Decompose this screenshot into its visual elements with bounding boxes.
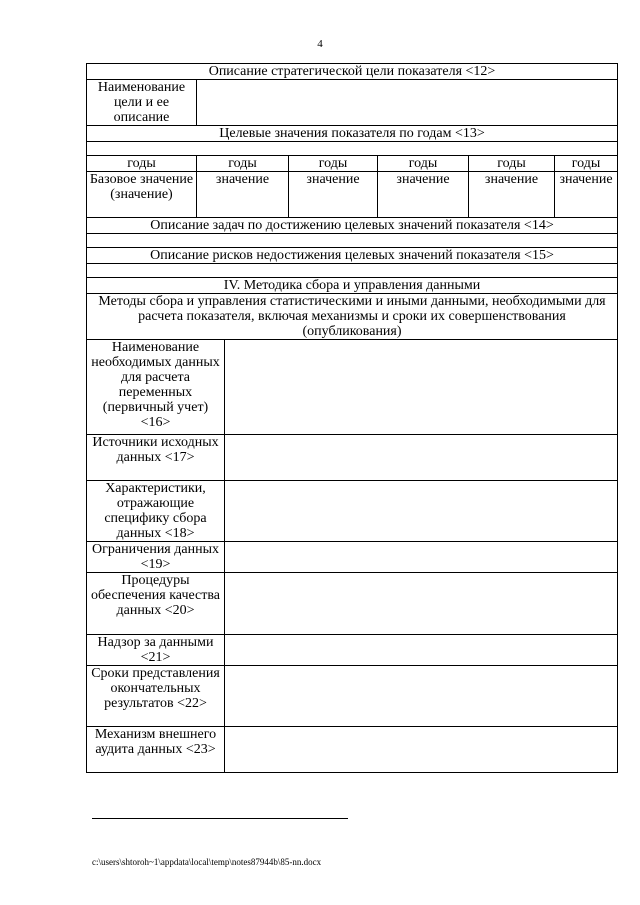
data-value-cell	[225, 666, 618, 727]
year-header: годы	[378, 156, 469, 172]
year-header: годы	[197, 156, 289, 172]
base-value-cell: Базовое значение (значение)	[87, 172, 197, 218]
data-quality-label: Процедуры обеспечения качества данных <20>	[87, 573, 225, 635]
value-cell: значение	[197, 172, 289, 218]
data-sources-label: Источники исходных данных <17>	[87, 435, 225, 481]
data-supervision-label: Надзор за данными <21>	[87, 635, 225, 666]
data-value-cell	[225, 542, 618, 573]
data-value-cell	[225, 481, 618, 542]
data-limitations-label: Ограничения данных <19>	[87, 542, 225, 573]
year-header: годы	[289, 156, 378, 172]
target-values-title: Целевые значения показателя по годам <13>	[87, 126, 618, 142]
empty-row	[87, 234, 618, 248]
page-number: 4	[317, 38, 323, 50]
data-value-cell	[225, 635, 618, 666]
goal-name-label: Наименование цели и ее описание	[87, 80, 197, 126]
data-characteristics-label: Характеристики, отражающие специфику сбора данных <18>	[87, 481, 225, 542]
goal-name-value	[197, 80, 618, 126]
year-header: годы	[87, 156, 197, 172]
tasks-title: Описание задач по достижению целевых значений показателя <14>	[87, 218, 618, 234]
year-header: годы	[469, 156, 555, 172]
value-cell: значение	[555, 172, 618, 218]
indicator-passport-table	[86, 63, 618, 773]
year-header: годы	[555, 156, 618, 172]
section-4-title: IV. Методика сбора и управления данными	[87, 278, 618, 294]
data-value-cell	[225, 573, 618, 635]
data-methods-subtitle: Методы сбора и управления статистическими и иными данными, необходимыми для расчета показателя, включая механизмы и сроки их совершенствования (опубликования)	[87, 294, 618, 340]
value-cell: значение	[378, 172, 469, 218]
document-file-path: c:\users\shtoroh~1\appdata\local\temp\notes87944b\85-nn.docx	[92, 857, 322, 867]
footnote-separator	[92, 818, 348, 819]
data-name-label: Наименование необходимых данных для расчета переменных (первичный учет) <16>	[87, 340, 225, 435]
external-audit-label: Механизм внешнего аудита данных <23>	[87, 727, 225, 773]
data-value-cell	[225, 435, 618, 481]
results-deadline-label: Сроки представления окончательных результатов <22>	[87, 666, 225, 727]
empty-row	[87, 142, 618, 156]
value-cell: значение	[469, 172, 555, 218]
strategic-goal-title: Описание стратегической цели показателя <12>	[87, 64, 618, 80]
data-value-cell	[225, 727, 618, 773]
value-cell: значение	[289, 172, 378, 218]
data-value-cell	[225, 340, 618, 435]
empty-row	[87, 264, 618, 278]
risks-title: Описание рисков недостижения целевых значений показателя <15>	[87, 248, 618, 264]
